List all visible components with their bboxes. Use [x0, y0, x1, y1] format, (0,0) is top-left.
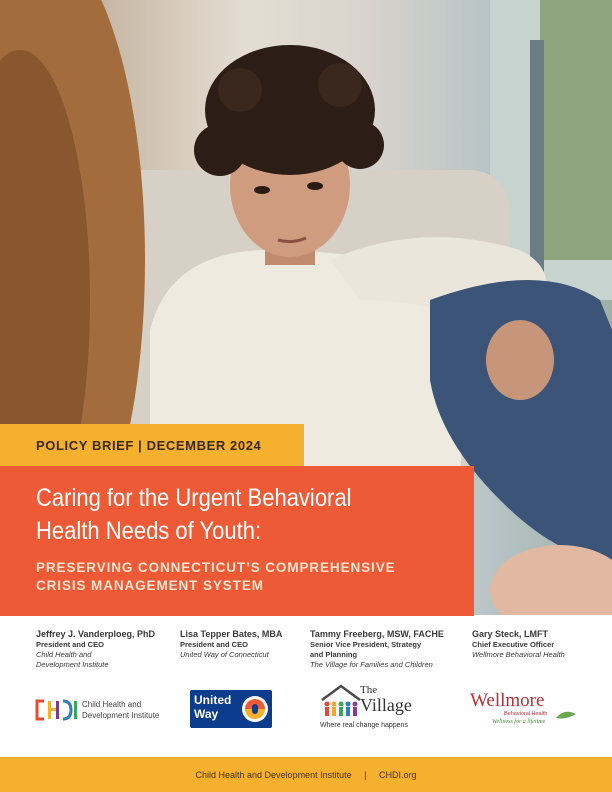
policy-brief-label: POLICY BRIEF | DECEMBER 2024: [36, 438, 262, 453]
author-steck: [472, 628, 607, 660]
chdi-logo: [34, 696, 174, 726]
author-role: President and CEO: [36, 640, 104, 649]
village-name: Village: [360, 695, 412, 715]
subtitle-line-2: CRISIS MANAGEMENT SYSTEM: [36, 578, 264, 593]
author-org: United Way of Connecticut: [180, 650, 269, 659]
wellmore-logo: [470, 690, 580, 730]
chdi-mark-icon: [34, 698, 78, 722]
author-role: Chief Executive Officer: [472, 640, 555, 649]
author-org: Development Institute: [36, 660, 109, 669]
title-line-2: Health Needs of Youth:: [36, 517, 262, 545]
footer-separator: |: [364, 770, 367, 780]
wellmore-sub: Behavioral Health: [504, 711, 548, 717]
united-way-logo: [190, 690, 272, 728]
united-way-emblem-icon: [242, 696, 268, 722]
author-role: President and CEO: [180, 640, 248, 649]
chdi-name-line-1: Child Health and: [82, 700, 142, 709]
footer: [0, 770, 612, 780]
wellmore-tagline: Wellness for a lifetime: [492, 719, 546, 725]
village-the: The: [360, 684, 378, 696]
subtitle-line-1: PRESERVING CONNECTICUT’S COMPREHENSIVE: [36, 560, 396, 575]
author-org: Wellmore Behavioral Health: [472, 650, 565, 659]
wellmore-name: Wellmore: [470, 690, 545, 711]
author-role: Senior Vice President, Strategy: [310, 640, 422, 649]
wellmore-leaf-icon: [554, 710, 578, 720]
footer-org: Child Health and Development Institute: [195, 770, 352, 780]
author-name: Tammy Freeberg, MSW, FACHE: [310, 629, 444, 639]
author-name: Gary Steck, LMFT: [472, 629, 549, 639]
footer-site-link[interactable]: CHDI.org: [378, 770, 417, 780]
author-name: Jeffrey J. Vanderploeg, PhD: [36, 629, 156, 639]
author-org: Child Health and: [36, 650, 92, 659]
title-line-1: Caring for the Urgent Behavioral: [36, 484, 352, 512]
author-vanderploeg: [36, 628, 186, 670]
author-role: and Planning: [310, 650, 358, 659]
author-bates: [180, 628, 330, 660]
author-org: The Village for Families and Children: [310, 660, 433, 669]
village-house-icon: [318, 684, 364, 720]
chdi-name-line-2: Development Institute: [82, 711, 160, 720]
united-way-line-1: United: [194, 693, 232, 707]
village-tagline: Where real change happens: [320, 722, 408, 729]
the-village-logo: [318, 684, 430, 734]
author-name: Lisa Tepper Bates, MBA: [180, 629, 283, 639]
author-freeberg: [310, 628, 470, 670]
united-way-line-2: Way: [194, 707, 219, 721]
